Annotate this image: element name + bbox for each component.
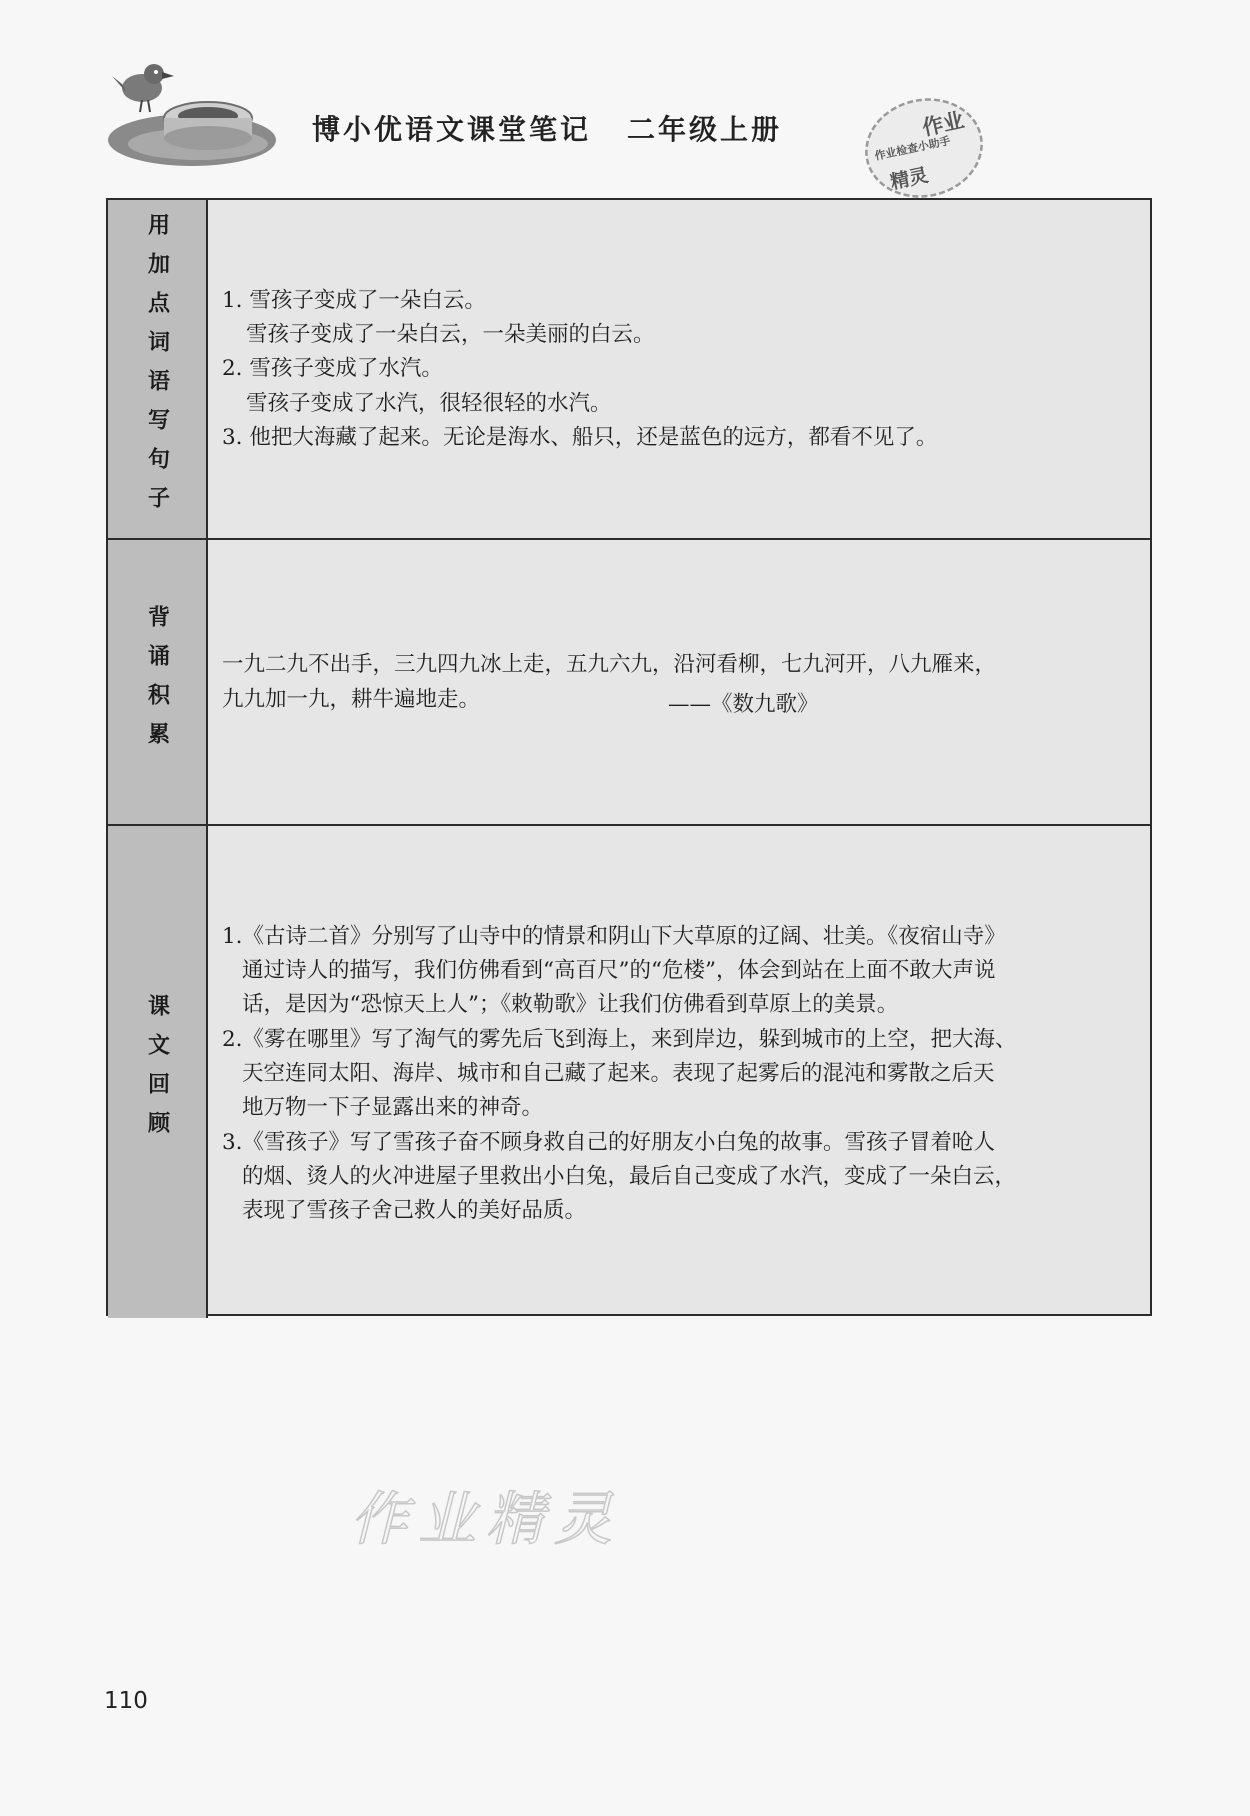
text-line: 地万物一下子显露出来的神奇。 — [242, 1095, 544, 1120]
section-recitation — [108, 538, 1150, 826]
text-line: 天空连同太阳、海岸、城市和自己藏了起来。表现了起雾后的混沌和雾散之后天 — [242, 1061, 995, 1086]
watermark: 作业精灵 — [350, 1485, 623, 1553]
section-label: 用加点词语写句子 — [108, 200, 208, 538]
stamp-middle-text: 作业检查小助手 — [873, 134, 952, 163]
text-line: 通过诗人的描写，我们仿佛看到“高百尺”的“危楼”，体会到站在上面不敢大声说 — [242, 958, 996, 983]
series-title: 博小优语文课堂笔记 — [312, 113, 592, 146]
stamp-bottom-text: 精灵 — [888, 164, 931, 194]
text-line: 雪孩子变成了水汽，很轻很轻的水汽。 — [246, 391, 612, 416]
text-line: 2. 雪孩子变成了水汽。 — [222, 356, 443, 381]
section-label: 课文回顾 — [108, 826, 208, 1318]
section-content — [208, 826, 1150, 1318]
text-line: 2.《雾在哪里》写了淘气的雾先后飞到海上，来到岸边，躲到城市的上空，把大海、 — [222, 1027, 1017, 1052]
book-title — [312, 108, 782, 148]
section-content — [208, 200, 1150, 538]
section-sentence-writing — [108, 200, 1150, 538]
stamp-seal — [858, 94, 994, 214]
stamp-top-text: 作业 — [920, 107, 967, 141]
text-line: 的烟、烫人的火冲进屋子里救出小白兔，最后自己变成了水汽，变成了一朵白云， — [242, 1164, 1017, 1189]
bird-on-well-icon — [108, 60, 286, 170]
text-line: 话，是因为“恐惊天上人”；《敕勒歌》让我们仿佛看到草原上的美景。 — [242, 992, 899, 1017]
text-line: 雪孩子变成了一朵白云，一朵美丽的白云。 — [246, 322, 655, 347]
poem-citation: ——《数九歌》 — [668, 692, 819, 717]
grade-label: 二年级上册 — [627, 113, 783, 146]
text-line: 3. 他把大海藏了起来。无论是海水、船只，还是蓝色的远方，都看不见了。 — [222, 425, 938, 450]
notes-table — [106, 198, 1152, 1316]
section-lesson-review — [108, 824, 1150, 1318]
text-line: 一九二九不出手，三九四九冰上走，五九六九，沿河看柳，七九河开，八九雁来， — [222, 652, 997, 677]
text-line: 表现了雪孩子舍己救人的美好品质。 — [242, 1198, 587, 1223]
text-line: 九九加一九，耕牛遍地走。 — [222, 687, 481, 712]
text-line: 1.《古诗二首》分别写了山寺中的情景和阴山下大草原的辽阔、壮美。《夜宿山寺》 — [222, 924, 1006, 949]
section-label: 背诵积累 — [108, 540, 208, 826]
section-content — [208, 540, 1150, 826]
text-line: 1. 雪孩子变成了一朵白云。 — [222, 288, 486, 313]
text-line: 3.《雪孩子》写了雪孩子奋不顾身救自己的好朋友小白兔的故事。雪孩子冒着呛人 — [222, 1130, 996, 1155]
page-number: 110 — [104, 1688, 148, 1714]
